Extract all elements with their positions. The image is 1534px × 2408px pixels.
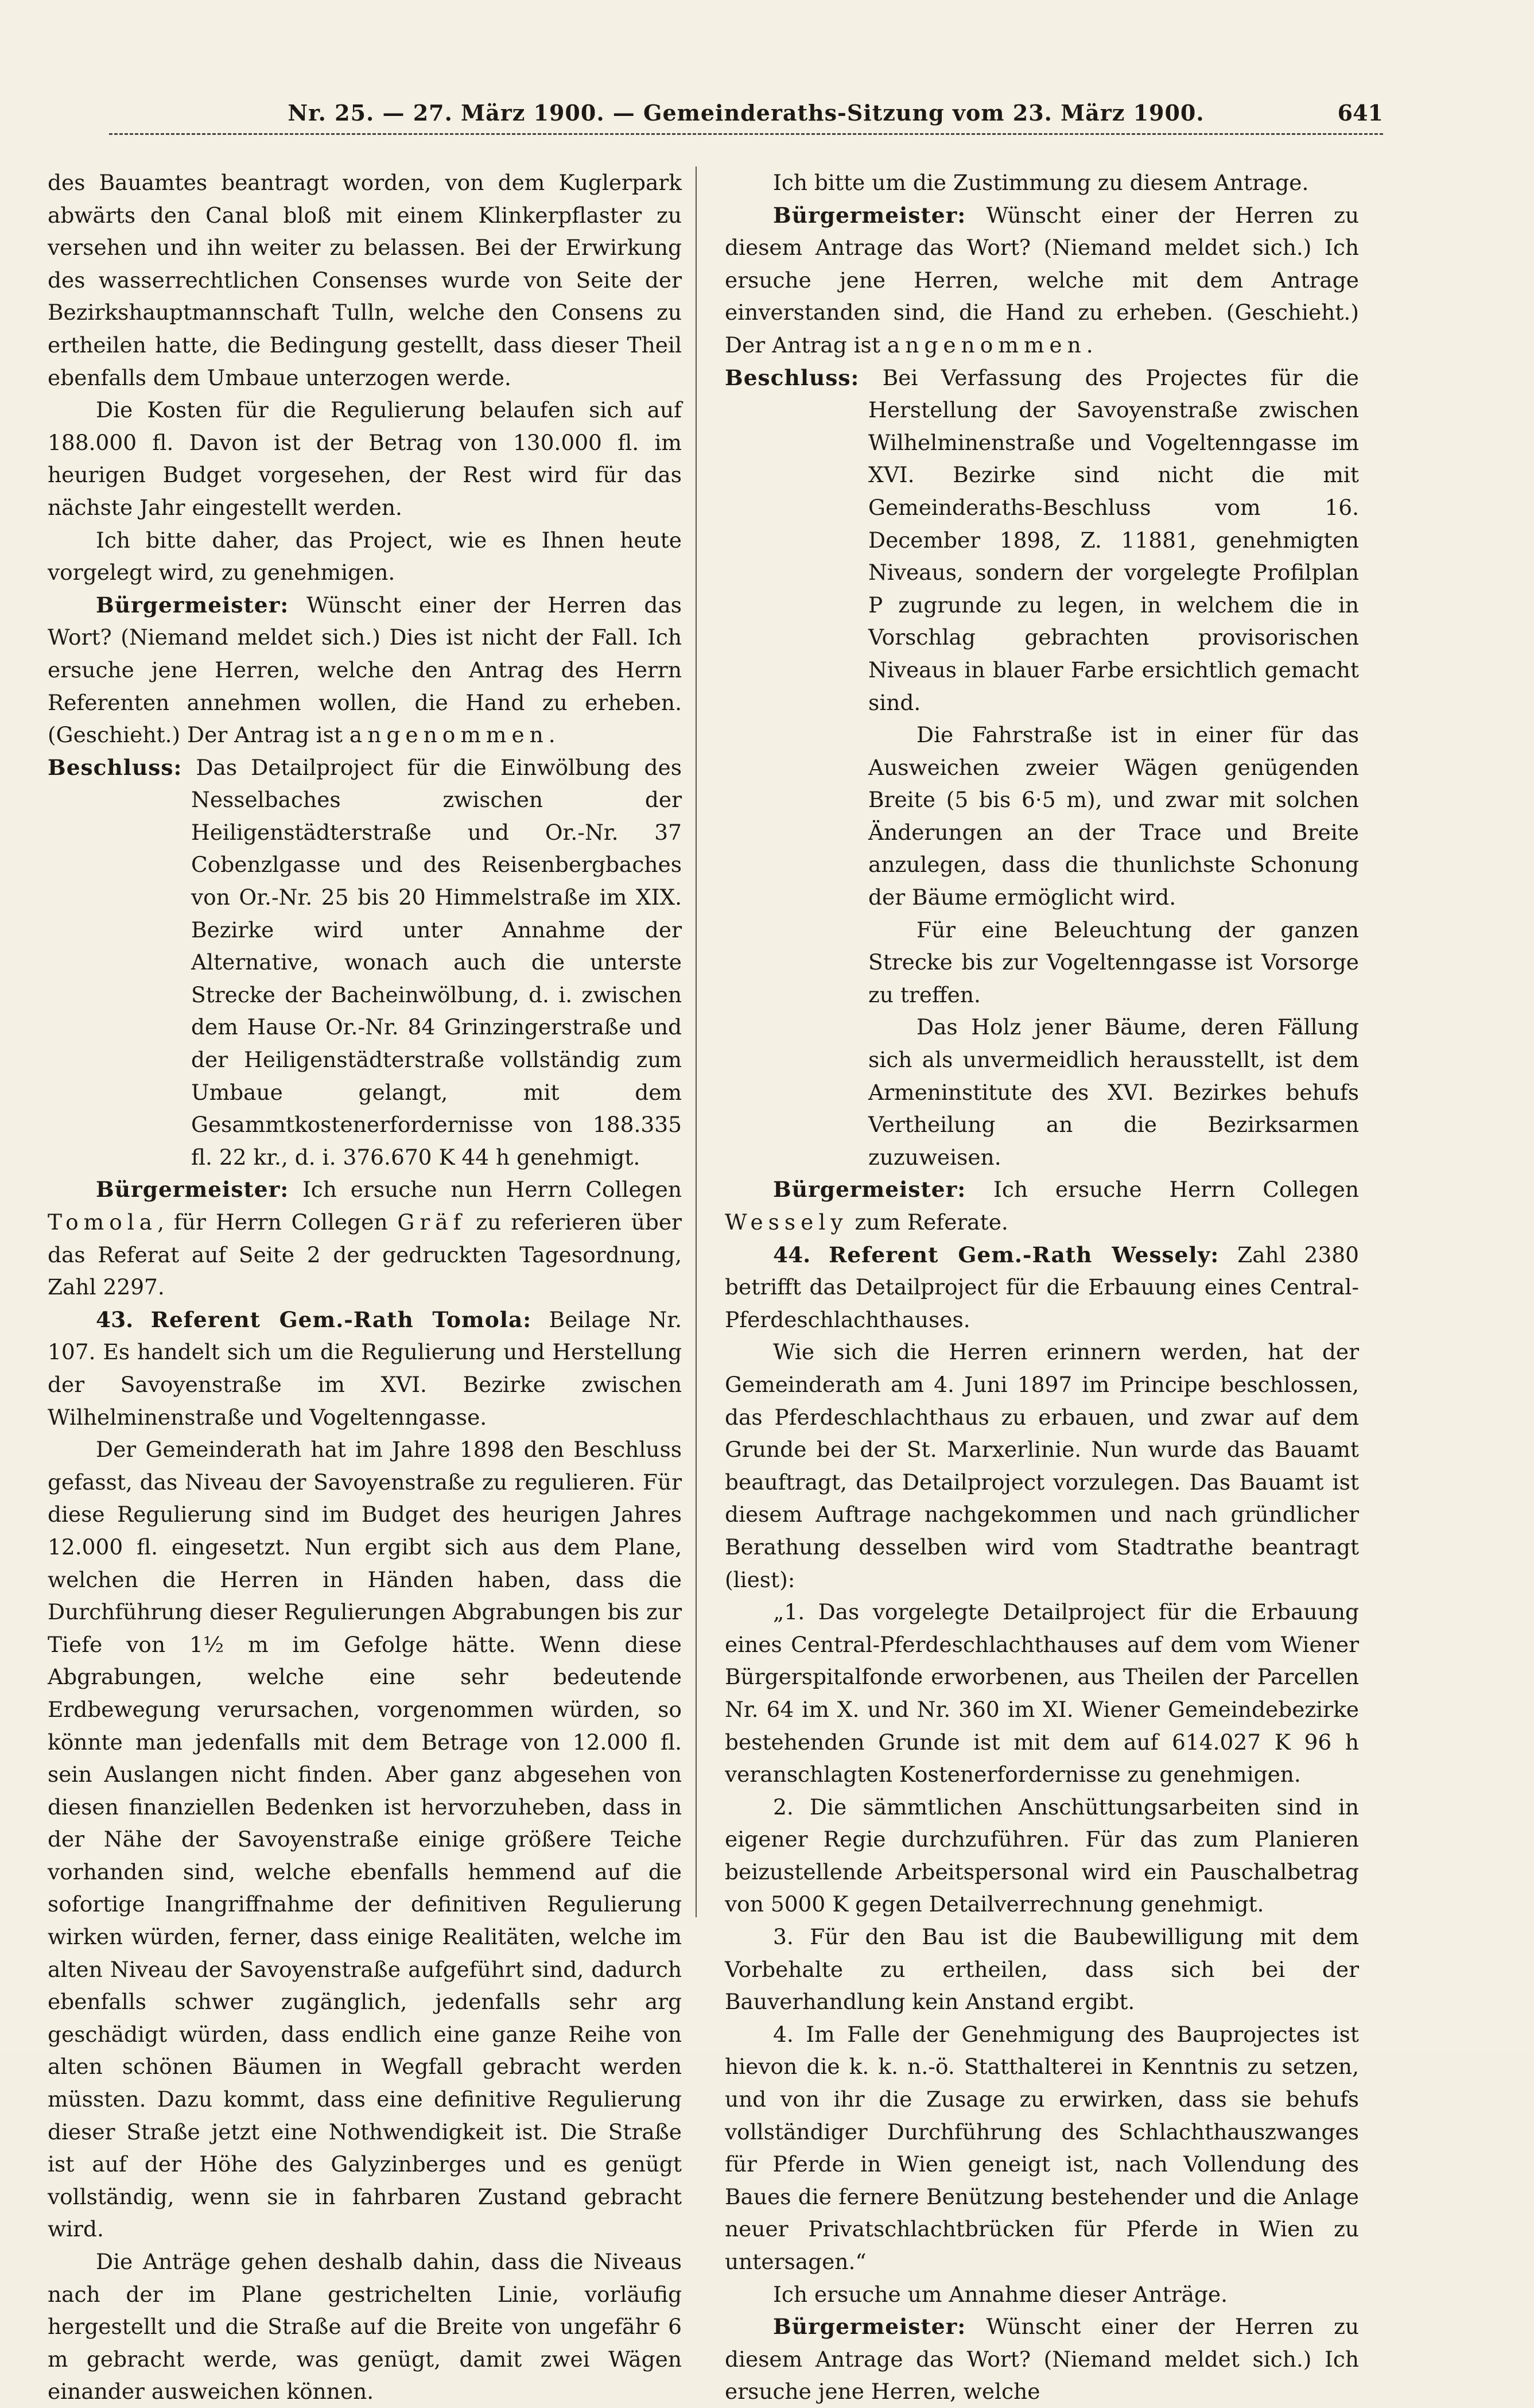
resolution-paragraph [725,362,1359,719]
paragraph: Ich bitte daher, das Project, wie es Ihnen heute vorgelegt wird, zu genehmigen. [48,527,682,585]
quoted-paragraph: 2. Die sämmtlichen Anschüttungsarbeiten sind in eigener Regie durchzuführen. Für das zum Planieren beizustellende Arbeitspersonal wird ein Pauschalbetrag von 5000 K gegen Detailverrechnung genehmigt. [725,1794,1359,1917]
speech-text: Wünscht einer der Herren das Wort? (Niemand meldet sich.) Dies ist nicht der Fall. Ich ersuche jene Herren, welche den Antrag des Herrn Referenten annehmen wollen, die Hand zu erheben. (Geschieht.) Der Antrag ist [48,592,682,748]
spaced-name: Gräf [397,1209,467,1235]
item-number: 44. [773,1242,811,1267]
resolution-label: Beschluss: [48,754,182,780]
paragraph: Die Anträge gehen deshalb dahin, dass die Niveaus nach der im Plane gestrichelten Linie, vorläufig hergestellt und die Straße auf die Breite von ungefähr 6 m gebracht werde, was genügt, damit zwei Wägen einander ausweichen können. [48,2249,682,2405]
paragraph: Ich bitte um die Zustimmung zu diesem Antrage. [773,170,1309,195]
column-divider [696,166,697,1917]
item-paragraph [48,1304,682,1433]
spaced-text: angenommen. [887,332,1098,358]
speaker-label: Bürgermeister: [96,592,289,618]
speech-text: Ich ersuche Herrn Collegen [966,1177,1359,1203]
page-number: 641 [1337,100,1383,126]
resolution-paragraph: Das Holz jener Bäume, deren Fällung sich als unvermeidlich herausstellt, ist dem Armeninstitute des XVI. Bezirkes behufs Vertheilung an die Bezirksarmen zuzuweisen. [868,1014,1359,1170]
item-paragraph [725,1239,1359,1336]
right-column [725,166,1359,2408]
paragraph: Wie sich die Herren erinnern werden, hat der Gemeinderath am 4. Juni 1897 im Principe beschlossen, das Pferdeschlachthaus zu erbauen, und zwar auf dem Grunde bei der St. Marxerlinie. Nun wurde das Bauamt beauftragt, das Detailproject vorzulegen. Das Bauamt ist diesem Auftrage nachgekommen und nach gründlicher Berathung desselben wird vom Stadtrathe beantragt (liest): [725,1339,1359,1592]
resolution-text: Das Detailproject für die Einwölbung des Nesselbaches zwischen der Heiligenstädterstraße und Or.-Nr. 37 Cobenzlgasse und des Reisenbergbaches von Or.-Nr. 25 bis 20 Himmelstraße im XIX. Bezirke wird unter Annahme der Alternative, wonach auch die unterste Strecke der Bacheinwölbung, d. i. zwischen dem Hause Or.-Nr. 84 Grinzingerstraße und der Heiligenstädterstraße vollständig zum Umbaue gelangt, mit dem Gesammtkostenerfordernisse von 188.335 fl. 22 kr., d. i. 376.670 K 44 h genehmigt. [182,754,682,1170]
speech-text: Ich ersuche nun Herrn Collegen [289,1177,682,1203]
quoted-paragraph: „1. Das vorgelegte Detailproject für die Erbauung eines Central-Pferdeschlachthauses auf dem vom Wiener Bürgerspitalfonde erworbenen, aus Theilen der Parcellen Nr. 64 im X. und Nr. 360 im XI. Wiener Gemeindebezirke bestehenden Grunde ist mit dem auf 614.027 K 96 h veranschlagten Kostenerfordernisse zu genehmigen. [725,1599,1359,1787]
resolution-label: Beschluss: [725,365,860,390]
running-header [109,96,1383,142]
header-title: Nr. 25. — 27. März 1900. — Gemeinderaths-Sitzung vom 23. März 1900. [288,100,1205,126]
speaker-label: Bürgermeister: [773,202,966,228]
speaker-label: Referent Gem.-Rath Wessely: [829,1242,1220,1267]
paragraph: des Bauamtes beantragt worden, von dem Kuglerpark abwärts den Canal bloß mit einem Klinkerpflaster zu versehen und ihn weiter zu belassen. Bei der Erwirkung des wasserrechtlichen Consenses wurde von Seite der Bezirkshauptmannschaft Tulln, welche den Consens zu ertheilen hatte, die Bedingung gestellt, dass dieser Theil ebenfalls dem Umbaue unterzogen werde. [48,170,682,390]
spaced-text: angenommen. [349,722,561,748]
speech-paragraph [48,1173,682,1303]
spaced-name: Tomola [48,1209,158,1235]
speech-text: Wünscht einer der Herren zu diesem Antrage das Wort? (Niemand meldet sich.) Ich ersuche jene Herren, welche mit dem Antrage einverstanden sind, die Hand zu erheben. (Geschieht.) Der Antrag ist [725,202,1359,358]
resolution-paragraph: Für eine Beleuchtung der ganzen Strecke bis zur Vogeltenngasse ist Vorsorge zu treffen. [868,917,1359,1007]
header-rule [109,133,1383,135]
quoted-paragraph: 4. Im Falle der Genehmigung des Bauprojectes ist hievon die k. k. n.-ö. Statthalterei in Kenntnis zu setzen, und von ihr die Zusage zu erwirken, dass sie behufs vollständiger Durchführung des Schlachthauszwanges für Pferde in Wien geneigt ist, nach Vollendung des Baues die fernere Benützung bestehender und die Anlage neuer Privatschlachtbrücken für Pferde in Wien zu untersagen.“ [725,2021,1359,2274]
speech-text: , für Herrn Collegen [157,1209,398,1235]
speech-paragraph [48,589,682,751]
paragraph: Ich ersuche um Annahme dieser Anträge. [773,2281,1228,2307]
resolution-paragraph [48,751,682,1174]
speech-paragraph [725,1173,1359,1238]
left-column [48,166,682,2408]
speech-text: Zahl 2380 betrifft das Detailproject für die Erbauung eines Central-Pferdeschlachthauses. [725,1242,1359,1332]
quoted-paragraph: 3. Für den Bau ist die Baubewilligung mit dem Vorbehalte zu ertheilen, dass sich bei der Bauverhandlung kein Anstand ergibt. [725,1924,1359,2015]
speech-paragraph [725,199,1359,362]
speech-text: Wünscht einer der Herren zu diesem Antrage das Wort? (Niemand meldet sich.) Ich ersuche jene Herren, welche [725,2314,1359,2405]
resolution-paragraph: Die Fahrstraße ist in einer für das Ausweichen zweier Wägen genügenden Breite (5 bis 6·5 m), und zwar mit solchen Änderungen an der Trace und Breite anzulegen, dass die thunlichste Schonung der Bäume ermöglicht wird. [868,722,1359,910]
speech-text: zu referieren über das Referat auf Seite 2 der gedruckten Tagesordnung, Zahl 2297. [48,1209,682,1300]
item-number: 43. [96,1306,134,1332]
resolution-text: Bei Verfassung des Projectes für die Herstellung der Savoyenstraße zwischen Wilhelminenstraße und Vogeltenngasse im XVI. Bezirke sind nicht die mit Gemeinderaths-Beschluss vom 16. December 1898, Z. 11881, genehmigten Niveaus, sondern der vorgelegte Profilplan P zugrunde zu legen, in welchem die in Vorschlag gebrachten provisorischen Niveaus in blauer Farbe ersichtlich gemacht sind. [859,365,1359,715]
speaker-label: Bürgermeister: [96,1177,289,1203]
paragraph: Die Kosten für die Regulierung belaufen sich auf 188.000 fl. Davon ist der Betrag von 130.000 fl. im heurigen Budget vorgesehen, der Rest wird für das nächste Jahr eingestellt werden. [48,397,682,520]
paragraph: Der Gemeinderath hat im Jahre 1898 den Beschluss gefasst, das Niveau der Savoyenstraße zu regulieren. Für diese Regulierung sind im Budget des heurigen Jahres 12.000 fl. eingesetzt. Nun ergibt sich aus dem Plane, welchen die Herren in Händen haben, dass die Durchführung dieser Regulierungen Abgrabungen bis zur Tiefe von 1½ m im Gefolge hätte. Wenn diese Abgrabungen, welche eine sehr bedeutende Erdbewegung verursachen, vorgenommen würden, so könnte man jedenfalls mit dem Betrage von 12.000 fl. sein Auslangen nicht finden. Aber ganz abgesehen von diesen finanziellen Bedenken ist hervorzuheben, dass in der Nähe der Savoyenstraße einige größere Teiche vorhanden sind, welche ebenfalls hemmend auf die sofortige Inangriffnahme der definitiven Regulierung wirken würden, ferner, dass einige Realitäten, welche im alten Niveau der Savoyenstraße aufgeführt sind, dadurch ebenfalls schwer zugänglich, jedenfalls sehr arg geschädigt würden, dass endlich eine ganze Reihe von alten schönen Bäumen in Wegfall gebracht werden müssten. Dazu kommt, dass eine definitive Regulierung dieser Straße jetzt eine Nothwendigkeit ist. Die Straße ist auf der Höhe des Galyzinberges und es genügt vollständig, wenn sie in fahrbaren Zustand gebracht wird. [48,1437,682,2242]
speaker-label: Bürgermeister: [773,2314,966,2340]
spaced-name: Wessely [725,1209,848,1235]
speech-text: Beilage Nr. 107. Es handelt sich um die Regulierung und Herstellung der Savoyenstraße im XVI. Bezirke zwischen Wilhelminenstraße und Vogeltenngasse. [48,1306,682,1430]
speech-paragraph [725,2310,1359,2408]
speech-text: zum Referate. [848,1209,1008,1235]
speaker-label: Bürgermeister: [773,1177,966,1203]
speaker-label: Referent Gem.-Rath Tomola: [150,1306,532,1332]
